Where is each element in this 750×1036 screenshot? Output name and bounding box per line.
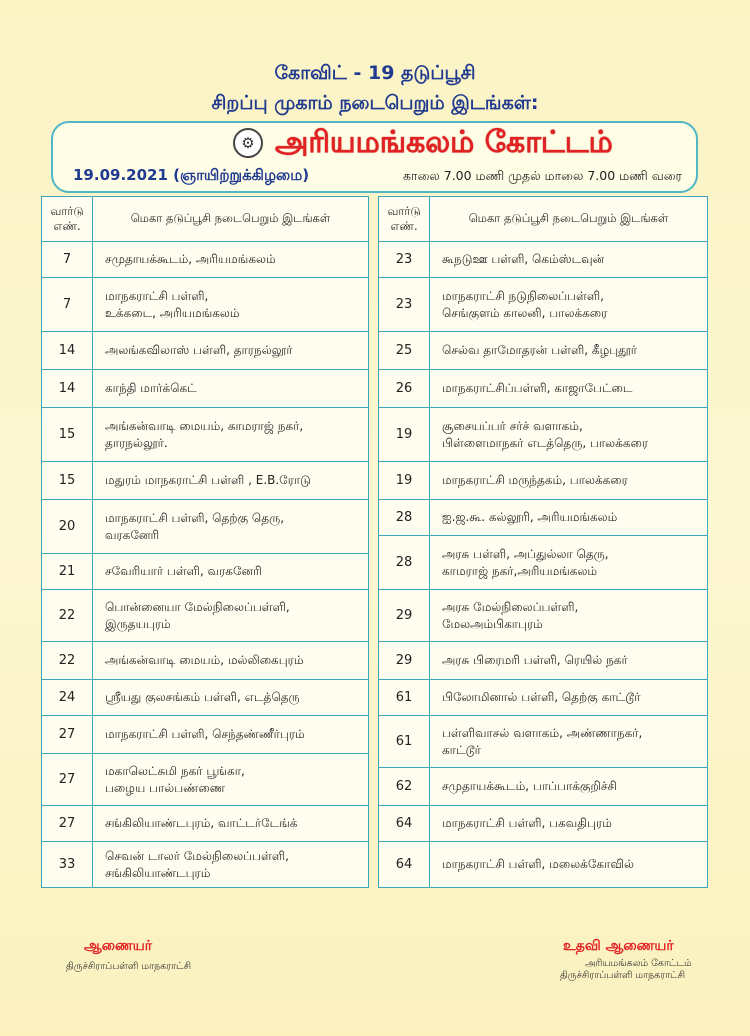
table-row [379,462,708,500]
ward-number: 33 [42,842,93,888]
table-row [42,590,369,642]
location-name [93,500,369,554]
location-line-1: பள்ளிவாசல் வளாகம், அண்ணாநகர், [442,725,643,740]
table-row [379,806,708,842]
table-row [379,370,708,408]
table-row [42,642,369,680]
location-line-1: சூசையப்பர் சர்ச் வளாகம், [442,418,583,433]
location-line-2: பழைய பால்பண்ணை [105,780,226,795]
location-line-1: செல்வ தாமோதரன் பள்ளி, கீழபுதூர் [442,343,638,357]
location-name [430,370,708,408]
assistant-commissioner-office: திருச்சிராப்பள்ளி மாநகராட்சி [560,970,686,981]
location-name [430,278,708,332]
location-name [93,716,369,754]
location-name [430,716,708,768]
place-column-header: மெகா தடுப்பூசி நடைபெறும் இடங்கள் [93,197,369,242]
division-title: அரியமங்கலம் கோட்டம் [275,125,613,160]
location-line-2: காட்டூர் [442,742,481,757]
table-row [379,278,708,332]
table-header-row [379,197,708,242]
table-row [379,680,708,716]
location-line-1: மாநகராட்சி பள்ளி, தெற்கு தெரு, [105,510,285,525]
ward-header-line1: வார்டு [387,204,421,218]
table-row [42,242,369,278]
table-row [42,680,369,716]
table-row [42,806,369,842]
location-line-1: அங்கன்வாடி மையம், மல்லிகைபுரம் [105,653,304,667]
location-name [93,680,369,716]
location-name [93,842,369,888]
ward-number: 25 [379,332,430,370]
table-row [379,716,708,768]
location-line-2: சங்கிலியாண்டபுரம் [105,865,211,880]
ward-number: 22 [42,590,93,642]
place-column-header: மெகா தடுப்பூசி நடைபெறும் இடங்கள் [430,197,708,242]
location-name [93,408,369,462]
location-name [430,500,708,536]
location-line-1: அரசு மேல்நிலைப்பள்ளி, [442,599,579,614]
assistant-commissioner-division: அரியமங்கலம் கோட்டம் [585,958,692,969]
location-line-1: காந்தி மார்க்கெட் [105,381,197,395]
location-line-1: மாநகராட்சி மருந்தகம், பாலக்கரை [442,473,628,487]
table-row [42,408,369,462]
ward-column-header [42,197,93,242]
ward-number: 28 [379,500,430,536]
location-name [93,370,369,408]
table-row [42,554,369,590]
location-line-1: மாநகராட்சி பள்ளி, மலைக்கோவில் [442,857,634,871]
location-line-1: பொன்னையா மேல்நிலைப்பள்ளி, [105,599,290,614]
table-row [42,842,369,888]
location-name [93,642,369,680]
location-line-2: வரகனேரி [105,527,160,542]
ward-number: 61 [379,680,430,716]
location-name [430,842,708,888]
location-name [93,554,369,590]
location-line-1: மாநகராட்சி பள்ளி, [105,288,209,303]
location-line-1: கூநடுஊ பள்ளி, கெம்ஸ்டவுன் [442,252,605,266]
ward-number: 27 [42,716,93,754]
heading-line-1: கோவிட் - 19 தடுப்பூசி [274,62,476,84]
location-name [93,806,369,842]
location-line-1: சமுதாயக்கூடம், அரியமங்கலம் [105,252,276,266]
table-row [379,768,708,806]
left-locations-table [41,196,369,888]
location-name [430,462,708,500]
location-line-2: உக்கடை, அரியமங்கலம் [105,305,240,320]
location-line-1: அரசு பிரைமரி பள்ளி, ரெயில் நகர் [442,653,628,667]
commissioner-office: திருச்சிராப்பள்ளி மாநகராட்சி [66,961,192,972]
location-line-1: ஸ்ரீயது குலசங்கம் பள்ளி, எடத்தெரு [105,690,300,704]
table-row [42,332,369,370]
location-name [430,806,708,842]
location-name [93,278,369,332]
location-line-2: செங்குளம் காலனி, பாலக்கரை [442,305,608,320]
table-row [379,242,708,278]
ward-header-line1: வார்டு [50,204,84,218]
location-name [430,680,708,716]
location-line-2: மேலஅம்பிகாபுரம் [442,616,543,631]
ward-number: 22 [42,642,93,680]
location-line-1: மகாலெட்சுமி நகர் பூங்கா, [105,763,245,778]
location-line-2: இருதயபுரம் [105,616,171,631]
ward-number: 15 [42,462,93,500]
location-line-1: மாநகராட்சி பள்ளி, பகவதிபுரம் [442,816,612,830]
location-name [93,242,369,278]
location-line-2: காமராஜ் நகர்,அரியமங்கலம் [442,563,598,578]
ward-number: 61 [379,716,430,768]
location-line-1: பிலோமினால் பள்ளி, தெற்கு காட்டூர் [442,690,641,704]
table-header-row [42,197,369,242]
location-name [93,590,369,642]
location-line-1: செவன் டாலர் மேல்நிலைப்பள்ளி, [105,848,289,863]
location-name [430,332,708,370]
location-name [93,332,369,370]
location-name [430,642,708,680]
ward-number: 64 [379,842,430,888]
location-line-1: மாநகராட்சிப்பள்ளி, காஜாபேட்டை [442,381,633,395]
commissioner-title: ஆணையர் [84,938,153,954]
table-row [379,408,708,462]
location-name [430,536,708,590]
location-name [93,754,369,806]
location-line-1: ஐ.ஜ.கூ. கல்லூரி, அரியமங்கலம் [442,510,618,524]
ward-number: 62 [379,768,430,806]
ward-number: 14 [42,370,93,408]
location-name [430,408,708,462]
ward-number: 64 [379,806,430,842]
ward-number: 28 [379,536,430,590]
table-row [379,536,708,590]
table-row [42,500,369,554]
ward-number: 15 [42,408,93,462]
location-line-1: அலங்கவிலாஸ் பள்ளி, தாரநல்லூர் [105,343,293,357]
heading-line-2: சிறப்பு முகாம் நடைபெறும் இடங்கள்: [211,92,539,114]
location-name [430,590,708,642]
location-line-1: மாநகராட்சி பள்ளி, செந்தண்ணீர்புரம் [105,727,305,741]
ward-number: 7 [42,242,93,278]
table-row [379,642,708,680]
table-row [42,716,369,754]
table-row [379,332,708,370]
location-line-1: சங்கிலியாண்டபுரம், வாட்டர்டேங்க் [105,816,298,830]
location-line-1: சவேரியார் பள்ளி, வரகனேரி [105,564,262,578]
ward-number: 7 [42,278,93,332]
ward-number: 19 [379,408,430,462]
location-line-2: தாரநல்லூர். [105,435,168,450]
ward-header-line2: எண். [390,219,418,233]
event-date: 19.09.2021 (ஞாயிற்றுக்கிழமை) [73,166,310,184]
location-name [93,462,369,500]
ward-number: 27 [42,754,93,806]
table-row [379,842,708,888]
ward-number: 21 [42,554,93,590]
ward-number: 14 [42,332,93,370]
corporation-seal-icon: ⚙ [233,128,263,158]
location-name [430,242,708,278]
table-row [42,462,369,500]
location-line-1: அங்கன்வாடி மையம், காமராஜ் நகர், [105,418,304,433]
ward-number: 20 [42,500,93,554]
ward-number: 29 [379,642,430,680]
location-line-1: அரசு பள்ளி, அப்துல்லா தெரு, [442,546,609,561]
table-row [379,500,708,536]
event-time: காலை 7.00 மணி முதல் மாலை 7.00 மணி வரை [403,168,682,183]
table-row [42,754,369,806]
ward-number: 27 [42,806,93,842]
ward-number: 19 [379,462,430,500]
ward-number: 24 [42,680,93,716]
table-row [379,590,708,642]
ward-number: 23 [379,242,430,278]
location-line-1: மதுரம் மாநகராட்சி பள்ளி , E.B.ரோடு [105,473,311,487]
location-line-1: மாநகராட்சி நடுநிலைப்பள்ளி, [442,288,604,303]
table-row [42,370,369,408]
ward-header-line2: எண். [53,219,81,233]
table-row [42,278,369,332]
location-line-2: பிள்ளைமாநகர் எடத்தெரு, பாலக்கரை [442,435,649,450]
location-name [430,768,708,806]
ward-number: 29 [379,590,430,642]
ward-number: 26 [379,370,430,408]
ward-number: 23 [379,278,430,332]
right-locations-table [378,196,708,888]
assistant-commissioner-title: உதவி ஆணையர் [563,938,674,954]
location-line-1: சமுதாயக்கூடம், பாப்பாக்குறிச்சி [442,779,617,793]
division-banner [51,121,698,193]
ward-column-header [379,197,430,242]
